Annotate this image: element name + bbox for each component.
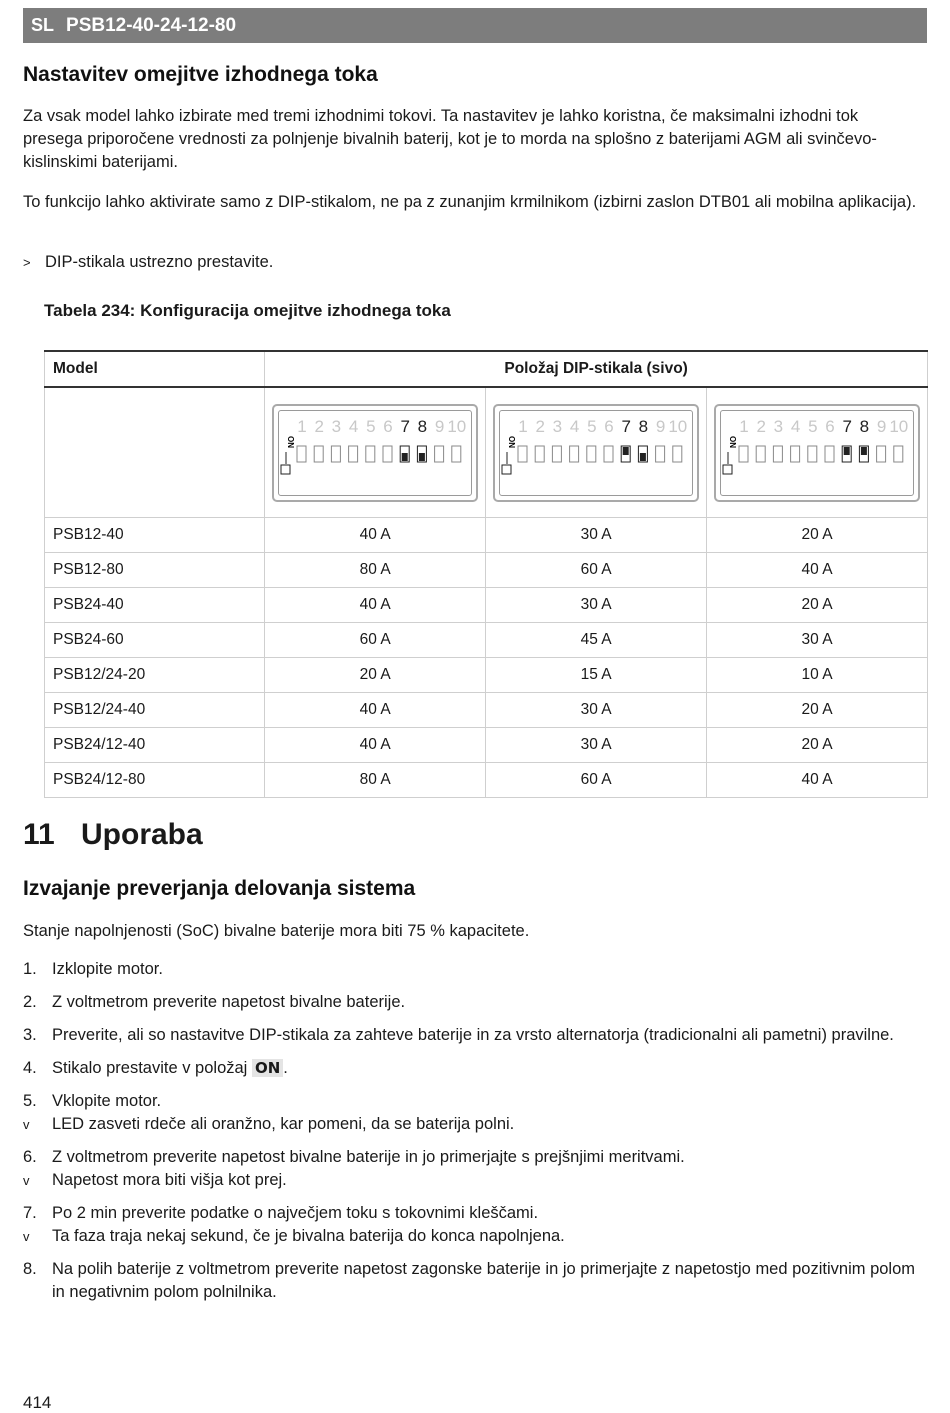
intro-paragraph: Za vsak model lahko izbirate med tremi izhodnimi tokovi. Ta nastavitev je lahko koristna, če maksimalni izhodni tok presega priporočene vrednosti za polnjenje bivalnih baterij, kot je to morda na splošno z baterijami AGM ali svinčevo-kislinskimi baterijami. [23,107,877,171]
dip-only-paragraph: To funkcijo lahko aktivirate samo z DIP-stikalom, ne pa z zunanjim krmilnikom (izbirni zaslon DTB01 ali mobilna aplikacija). [23,193,917,211]
current-cell: 40 A [265,588,486,623]
step-number: 6. [23,1148,37,1166]
current-cell: 40 A [265,728,486,763]
current-cell: 40 A [265,693,486,728]
dip-switch [535,446,544,462]
dip-number-label: 6 [825,416,835,436]
table-row [45,518,928,553]
procedure-step [23,1202,928,1248]
dip-number-label: 4 [349,416,359,436]
procedure-step [23,991,928,1014]
step-text: Po 2 min preverite podatke o največjem toku s tokovnimi kleščami. [52,1204,539,1222]
step-number: 4. [23,1059,37,1077]
dip-number-label: 1 [739,416,749,436]
table-row [45,693,928,728]
step-text: Vklopite motor. [52,1092,162,1110]
dip-number-label: 3 [331,416,342,436]
dip-switch [877,446,886,462]
current-cell: 80 A [265,553,486,588]
procedure-step [23,1057,928,1080]
model-cell: PSB12/24-40 [45,693,265,728]
dip-number-label: 1 [297,416,307,436]
procedure-steps [23,958,928,1314]
dip-switch-diagram [493,404,699,502]
current-cell: 30 A [486,693,707,728]
current-cell: 80 A [265,763,486,798]
chapter-number: 11 [23,818,55,851]
result-marker: v [23,1173,30,1188]
dip-reference-square [502,465,511,474]
step-text: Izklopite motor. [52,960,163,978]
procedure-step [23,958,928,981]
dip-number-label: 2 [756,416,766,436]
dip-switch-knob [640,453,646,461]
current-limit-table [44,350,928,798]
model-cell: PSB24-40 [45,588,265,623]
dip-switch [552,446,561,462]
dip-switch [808,446,817,462]
dip-switch [383,446,392,462]
step-result [23,1225,928,1248]
soc-paragraph: Stanje napolnjenosti (SoC) bivalne baterije mora biti 75 % kapacitete. [23,922,530,940]
dip-number-label: 9 [435,416,445,436]
dip-switch [332,446,341,462]
dip-switch [314,446,323,462]
step-number: 8. [23,1260,37,1278]
current-cell: 30 A [486,588,707,623]
procedure-step [23,1090,928,1136]
dip-switch [518,446,527,462]
dip-switch [756,446,765,462]
dip-number-label: 7 [621,416,632,436]
dip-number-label: 8 [859,416,870,436]
current-cell: 60 A [265,623,486,658]
step-number: 2. [23,993,37,1011]
dip-number-label: 10 [889,416,909,436]
model-cell: PSB12/24-20 [45,658,265,693]
model-cell: PSB24/12-80 [45,763,265,798]
dip-switch [297,446,306,462]
dip-on-label: ON [507,435,517,448]
header-model: Model [45,351,265,387]
dip-number-label: 3 [552,416,563,436]
dip-switch [435,446,444,462]
dip-number-label: 7 [842,416,852,436]
dip-switch [739,446,748,462]
bullet-text: DIP-stikala ustrezno prestavite. [45,253,274,271]
dip-switch-knob [861,447,867,455]
current-cell: 20 A [265,658,486,693]
current-cell: 20 A [707,588,928,623]
procedure-step [23,1146,928,1192]
dip-number-label: 4 [790,416,801,436]
bullet-marker: > [23,255,31,270]
current-cell: 60 A [486,553,707,588]
current-cell: 60 A [486,763,707,798]
dip-reference-square [281,465,290,474]
dip-on-label: ON [728,435,738,448]
section-title-current-limit: Nastavitev omejitve izhodnega toka [23,63,378,86]
dip-switch-knob [623,447,629,455]
current-cell: 30 A [707,623,928,658]
result-marker: v [23,1229,30,1244]
dip-switch [587,446,596,462]
step-text: Z voltmetrom preverite napetost bivalne baterije in jo primerjajte s prejšnjimi meritvami. [52,1148,685,1166]
table-row [45,728,928,763]
dip-number-label: 9 [655,416,666,436]
dip-number-label: 8 [417,416,428,436]
dip-switch [825,446,834,462]
dip-switch [894,446,903,462]
result-marker: v [23,1117,30,1132]
dip-number-label: 7 [400,416,411,436]
switch-position-key: ON [252,1059,283,1077]
step-number: 5. [23,1092,37,1110]
current-cell: 45 A [486,623,707,658]
dip-empty-cell [45,387,265,518]
model-cell: PSB12-80 [45,553,265,588]
dip-number-label: 8 [638,416,649,436]
header-dip-position: Položaj DIP-stikala (sivo) [265,351,928,387]
current-cell: 20 A [707,728,928,763]
current-cell: 20 A [707,518,928,553]
dip-number-label: 6 [383,416,393,436]
step-number: 7. [23,1204,37,1222]
step-text: Preverite, ali so nastavitve DIP-stikala za zahteve baterije in za vrsto alternatorja (tradicionalni ali pametni) pravilne. [52,1026,894,1044]
current-cell: 30 A [486,518,707,553]
dip-switch-knob [419,453,425,461]
table-row [45,658,928,693]
step-result [23,1113,928,1136]
dip-switch-diagram [714,404,920,502]
dip-switch-knob [844,447,850,455]
current-cell: 15 A [486,658,707,693]
dip-switch [349,446,358,462]
model-title: PSB12-40-24-12-80 [66,14,237,36]
dip-number-label: 5 [808,416,818,436]
dip-number-label: 10 [668,416,688,436]
dip-switch-graphic [716,406,918,500]
dip-switch [791,446,800,462]
dip-number-label: 3 [773,416,784,436]
dip-number-label: 4 [569,416,580,436]
language-code: SL [31,15,55,35]
dip-switch-graphic [274,406,476,500]
step-number: 1. [23,960,37,978]
current-cell: 40 A [265,518,486,553]
dip-switch [773,446,782,462]
dip-diagram-row [45,387,928,518]
procedure-step [23,1024,928,1047]
dip-switch [604,446,613,462]
result-text: LED zasveti rdeče ali oranžno, kar pomeni, da se baterija polni. [52,1115,515,1133]
current-cell: 10 A [707,658,928,693]
dip-on-label: ON [286,435,296,448]
dip-switch [570,446,579,462]
table-row [45,588,928,623]
dip-number-label: 6 [604,416,614,436]
dip-number-label: 10 [447,416,467,436]
result-text: Napetost mora biti višja kot prej. [52,1171,287,1189]
dip-switch-knob [402,453,408,461]
step-text: Z voltmetrom preverite napetost bivalne baterije. [52,993,406,1011]
section-title-function-check: Izvajanje preverjanja delovanja sistema [23,877,416,900]
result-text: Ta faza traja nekaj sekund, če je bivalna baterija do konca napolnjena. [52,1227,565,1245]
current-cell: 30 A [486,728,707,763]
current-cell: 20 A [707,693,928,728]
dip-switch [656,446,665,462]
dip-switch-graphic [495,406,697,500]
current-cell: 40 A [707,553,928,588]
dip-switch [673,446,682,462]
table-caption: Tabela 234: Konfiguracija omejitve izhodnega toka [44,301,451,320]
table-row [45,763,928,798]
instruction-bullet [23,253,273,272]
dip-number-label: 2 [535,416,546,436]
page-header [23,8,927,43]
step-result [23,1169,928,1192]
current-cell: 40 A [707,763,928,798]
step-text: Na polih baterije z voltmetrom preverite napetost zagonske baterije in jo primerjajte z napetostjo med pozitivnim polom in negativnim polom polnilnika. [52,1260,916,1301]
dip-switch [452,446,461,462]
chapter-heading [23,818,203,852]
step-text-tail: . [283,1059,288,1077]
chapter-title: Uporaba [81,818,203,851]
table-row [45,553,928,588]
model-cell: PSB24/12-40 [45,728,265,763]
table-row [45,623,928,658]
dip-number-label: 5 [587,416,597,436]
page-number: 414 [23,1393,52,1412]
dip-number-label: 5 [366,416,376,436]
step-number: 3. [23,1026,37,1044]
dip-switch [366,446,375,462]
procedure-step [23,1258,928,1304]
dip-reference-square [723,465,732,474]
dip-number-label: 1 [518,416,528,436]
dip-number-label: 2 [314,416,325,436]
model-cell: PSB12-40 [45,518,265,553]
model-cell: PSB24-60 [45,623,265,658]
dip-number-label: 9 [876,416,887,436]
dip-switch-diagram [272,404,478,502]
step-text: Stikalo prestavite v položaj [52,1059,252,1077]
